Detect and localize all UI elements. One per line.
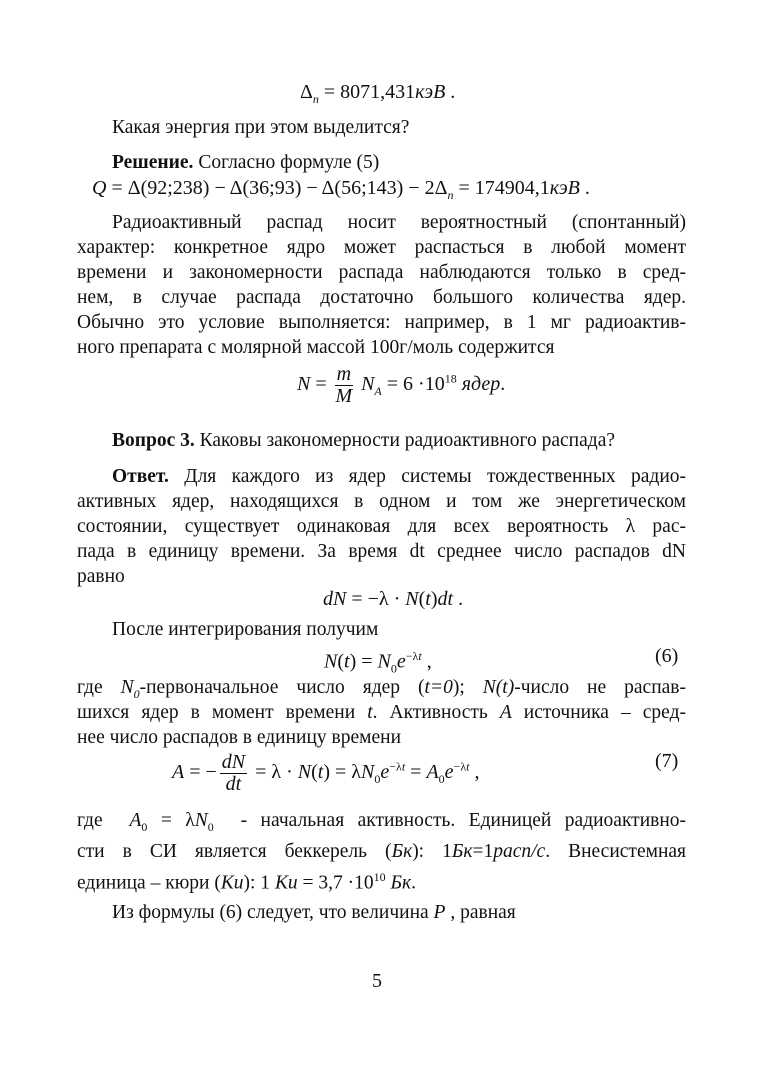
para1-line-4: нем, в случае распада достаточно большого количества ядер.	[77, 287, 686, 308]
where-line-2: шихся ядер в момент времени t. Активность A источника – сред-	[77, 702, 686, 723]
a0-line-2: сти в СИ является беккерель (Бк): 1Бк=1расп/с. Внесистемная	[77, 841, 687, 862]
formula-n: N = $\frac{m}{M}$ $N_A = 6 \cdot 10^{18}$ ядер.	[297, 363, 506, 407]
answer-line-2: активных ядер, находящихся в одном и том же энергетическом	[77, 491, 686, 512]
fraction-dn-dt: $\frac{dN}{dt}$	[221, 751, 246, 795]
last-line: Из формулы (6) следует, что величина P , равная	[112, 902, 516, 923]
para1-line-5: Обычно это условие выполняется: например, в 1 мг радиоактив-	[77, 312, 686, 333]
a0-line-1: где $A_0 = \lambda N_0$ - начальная активность. Единицей радиоактивно-	[77, 810, 687, 834]
answer-text-1: Для каждого из ядер системы тождественных радио-	[184, 466, 687, 487]
answer-line-3: состоянии, существует одинаковая для всех вероятность λ рас-	[77, 516, 686, 537]
question3-line	[112, 430, 615, 452]
formula-nt: $N(t) = N_0e^{-\lambda t}$ ,	[324, 649, 432, 676]
question3-text: Каковы закономерности радиоактивного распада?	[199, 430, 616, 451]
equation-number-7: (7)	[655, 750, 679, 772]
answer-label: Ответ.	[112, 466, 169, 487]
para1-line-6: ного препарата с молярной массой 100г/моль содержится	[77, 337, 555, 358]
solution-label: Решение.	[112, 152, 194, 173]
answer-line-1	[112, 466, 686, 488]
question-energy: Какая энергия при этом выделится?	[112, 117, 410, 138]
equation-number-6: (6)	[655, 645, 679, 667]
where-line-3: нее число распадов в единицу времени	[77, 727, 402, 748]
a0-line-3: единица – кюри (Ки): 1 Ки = $3,7 \cdot 10^{10}$ Бк.	[77, 870, 417, 894]
formula-delta-n: $\Delta_n = 8071,431кэВ$ .	[300, 81, 456, 106]
page-number: 5	[372, 970, 382, 992]
para1-line-2: характер: конкретное ядро может распасться в любой момент	[77, 237, 686, 258]
after-integration: После интегрирования получим	[112, 619, 379, 640]
fraction-m-over-m: $\frac{m}{M}$	[335, 363, 353, 407]
question3-label: Вопрос 3.	[112, 430, 195, 451]
solution-text: Согласно формуле (5)	[198, 152, 380, 173]
para1-line-1: Радиоактивный распад носит вероятностный (спонтанный)	[112, 212, 686, 233]
answer-line-4: пада в единицу времени. За время dt среднее число распадов dN	[77, 541, 686, 562]
para1-line-3: времени и закономерности распада наблюдаются только в сред-	[77, 262, 686, 283]
answer-line-5: равно	[77, 566, 125, 587]
formula-q: Q = Δ(92;238) − Δ(36;93) − Δ(56;143) − $2\Delta_n = 174904,1кэВ$ .	[92, 177, 590, 202]
formula-a: A = − $\frac{dN}{dt}$ = $\lambda \cdot N(t) = \lambda N_0e^{-\lambda t} = A_0e^{-\lambda t}$ ,	[172, 751, 480, 795]
solution-line	[112, 152, 379, 174]
formula-dn: dN = −λ · N(t)dt .	[323, 588, 464, 610]
where-line-1: где $N_0$-первоначальное число ядер (t=0); N(t)-число не распав-	[77, 677, 686, 701]
